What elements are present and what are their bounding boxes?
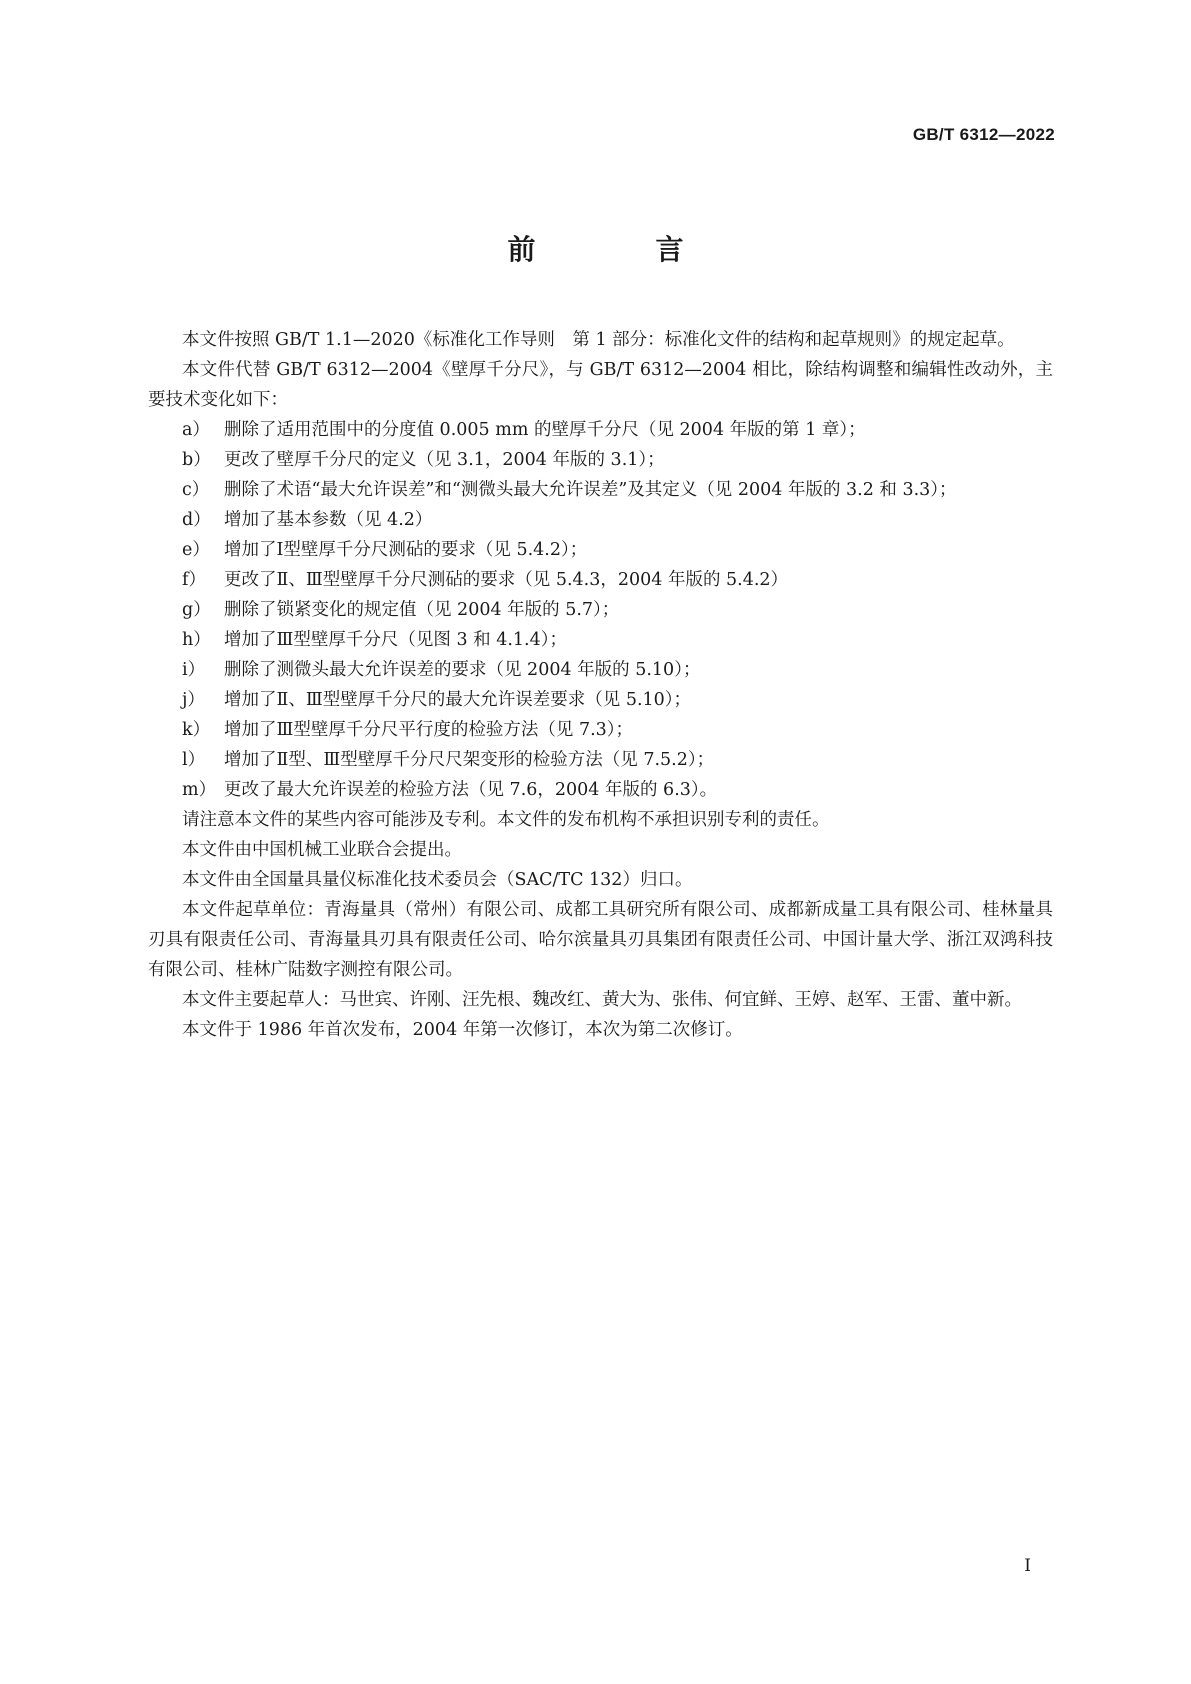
patent-notice-paragraph: 请注意本文件的某些内容可能涉及专利。本文件的发布机构不承担识别专利的责任。 bbox=[182, 810, 830, 830]
document-body bbox=[148, 325, 1053, 1045]
list-item bbox=[148, 595, 1053, 625]
list-marker: d） bbox=[182, 510, 211, 530]
list-item bbox=[148, 685, 1053, 715]
list-item bbox=[148, 775, 1053, 805]
list-marker: l） bbox=[182, 750, 206, 770]
list-item-text: 删除了锁紧变化的规定值（见 2004 年版的 5.7）； bbox=[224, 600, 620, 620]
intro-paragraph: 本文件按照 GB/T 1.1—2020《标准化工作导则 第 1 部分：标准化文件的结构和起草规则》的规定起草。 bbox=[182, 330, 1015, 350]
standard-code: GB/T 6312—2022 bbox=[912, 125, 1055, 144]
list-marker: m） bbox=[182, 780, 217, 800]
list-item bbox=[148, 655, 1053, 685]
changes-list bbox=[148, 415, 1053, 805]
drafters-paragraph: 本文件主要起草人：马世宾、许刚、汪先根、魏改红、黄大为、张伟、何宜鲜、王婷、赵军、王雷、董中新。 bbox=[182, 990, 1022, 1010]
list-marker: g） bbox=[182, 600, 211, 620]
list-marker: i） bbox=[182, 660, 206, 680]
list-marker: b） bbox=[182, 450, 211, 470]
list-item-text: 更改了壁厚千分尺的定义（见 3.1，2004 年版的 3.1）； bbox=[224, 450, 665, 470]
list-item bbox=[148, 625, 1053, 655]
page-number: I bbox=[1024, 1556, 1031, 1576]
list-item-text: 增加了Ⅲ型壁厚千分尺平行度的检验方法（见 7.3）； bbox=[224, 720, 634, 740]
list-item bbox=[148, 715, 1053, 745]
list-marker: j） bbox=[182, 690, 205, 710]
proposer-paragraph: 本文件由中国机械工业联合会提出。 bbox=[182, 840, 462, 860]
drafting-units-paragraph: 本文件起草单位：青海量具（常州）有限公司、成都工具研究所有限公司、成都新成量工具有限公司、桂林量具刃具有限责任公司、青海量具刃具有限责任公司、哈尔滨量具刃具集团有限责任公司、中国计量大学、浙江双鸿科技有限公司、桂林广陆数字测控有限公司。 bbox=[148, 900, 1053, 980]
list-item bbox=[148, 565, 1053, 595]
list-item-text: 增加了Ⅲ型壁厚千分尺（见图 3 和 4.1.4）； bbox=[224, 630, 567, 650]
list-marker: h） bbox=[182, 630, 211, 650]
list-item bbox=[148, 415, 1053, 445]
list-item bbox=[148, 505, 1053, 535]
list-item-text: 增加了基本参数（见 4.2） bbox=[224, 510, 433, 530]
list-item bbox=[148, 475, 1053, 505]
list-item-text: 更改了最大允许误差的检验方法（见 7.6，2004 年版的 6.3）。 bbox=[224, 780, 718, 800]
list-item bbox=[148, 535, 1053, 565]
list-item-text: 删除了术语“最大允许误差”和“测微头最大允许误差”及其定义（见 2004 年版的 3.2 和 3.3）； bbox=[224, 480, 957, 500]
page-title: 前 言 bbox=[507, 233, 730, 266]
list-item-text: 增加了Ⅱ、Ⅲ型壁厚千分尺的最大允许误差要求（见 5.10）； bbox=[224, 690, 692, 710]
list-item bbox=[148, 745, 1053, 775]
list-item bbox=[148, 445, 1053, 475]
list-item-text: 更改了Ⅱ、Ⅲ型壁厚千分尺测砧的要求（见 5.4.3，2004 年版的 5.4.2） bbox=[224, 570, 789, 590]
list-item-text: 删除了测微头最大允许误差的要求（见 2004 年版的 5.10）； bbox=[224, 660, 701, 680]
list-item-text: 增加了Ⅰ型壁厚千分尺测砧的要求（见 5.4.2）； bbox=[224, 540, 588, 560]
intro-paragraph: 本文件代替 GB/T 6312—2004《壁厚千分尺》，与 GB/T 6312—2004 相比，除结构调整和编辑性改动外，主要技术变化如下： bbox=[148, 360, 1053, 410]
list-marker: a） bbox=[182, 420, 210, 440]
list-marker: c） bbox=[182, 480, 210, 500]
history-paragraph: 本文件于 1986 年首次发布，2004 年第一次修订，本次为第二次修订。 bbox=[182, 1020, 743, 1040]
committee-paragraph: 本文件由全国量具量仪标准化技术委员会（SAC/TC 132）归口。 bbox=[182, 870, 693, 890]
list-item-text: 删除了适用范围中的分度值 0.005 mm 的壁厚千分尺（见 2004 年版的第 1 章）； bbox=[224, 420, 866, 440]
list-item-text: 增加了Ⅱ型、Ⅲ型壁厚千分尺尺架变形的检验方法（见 7.5.2）； bbox=[224, 750, 715, 770]
list-marker: f） bbox=[182, 570, 206, 590]
list-marker: e） bbox=[182, 540, 210, 560]
list-marker: k） bbox=[182, 720, 211, 740]
